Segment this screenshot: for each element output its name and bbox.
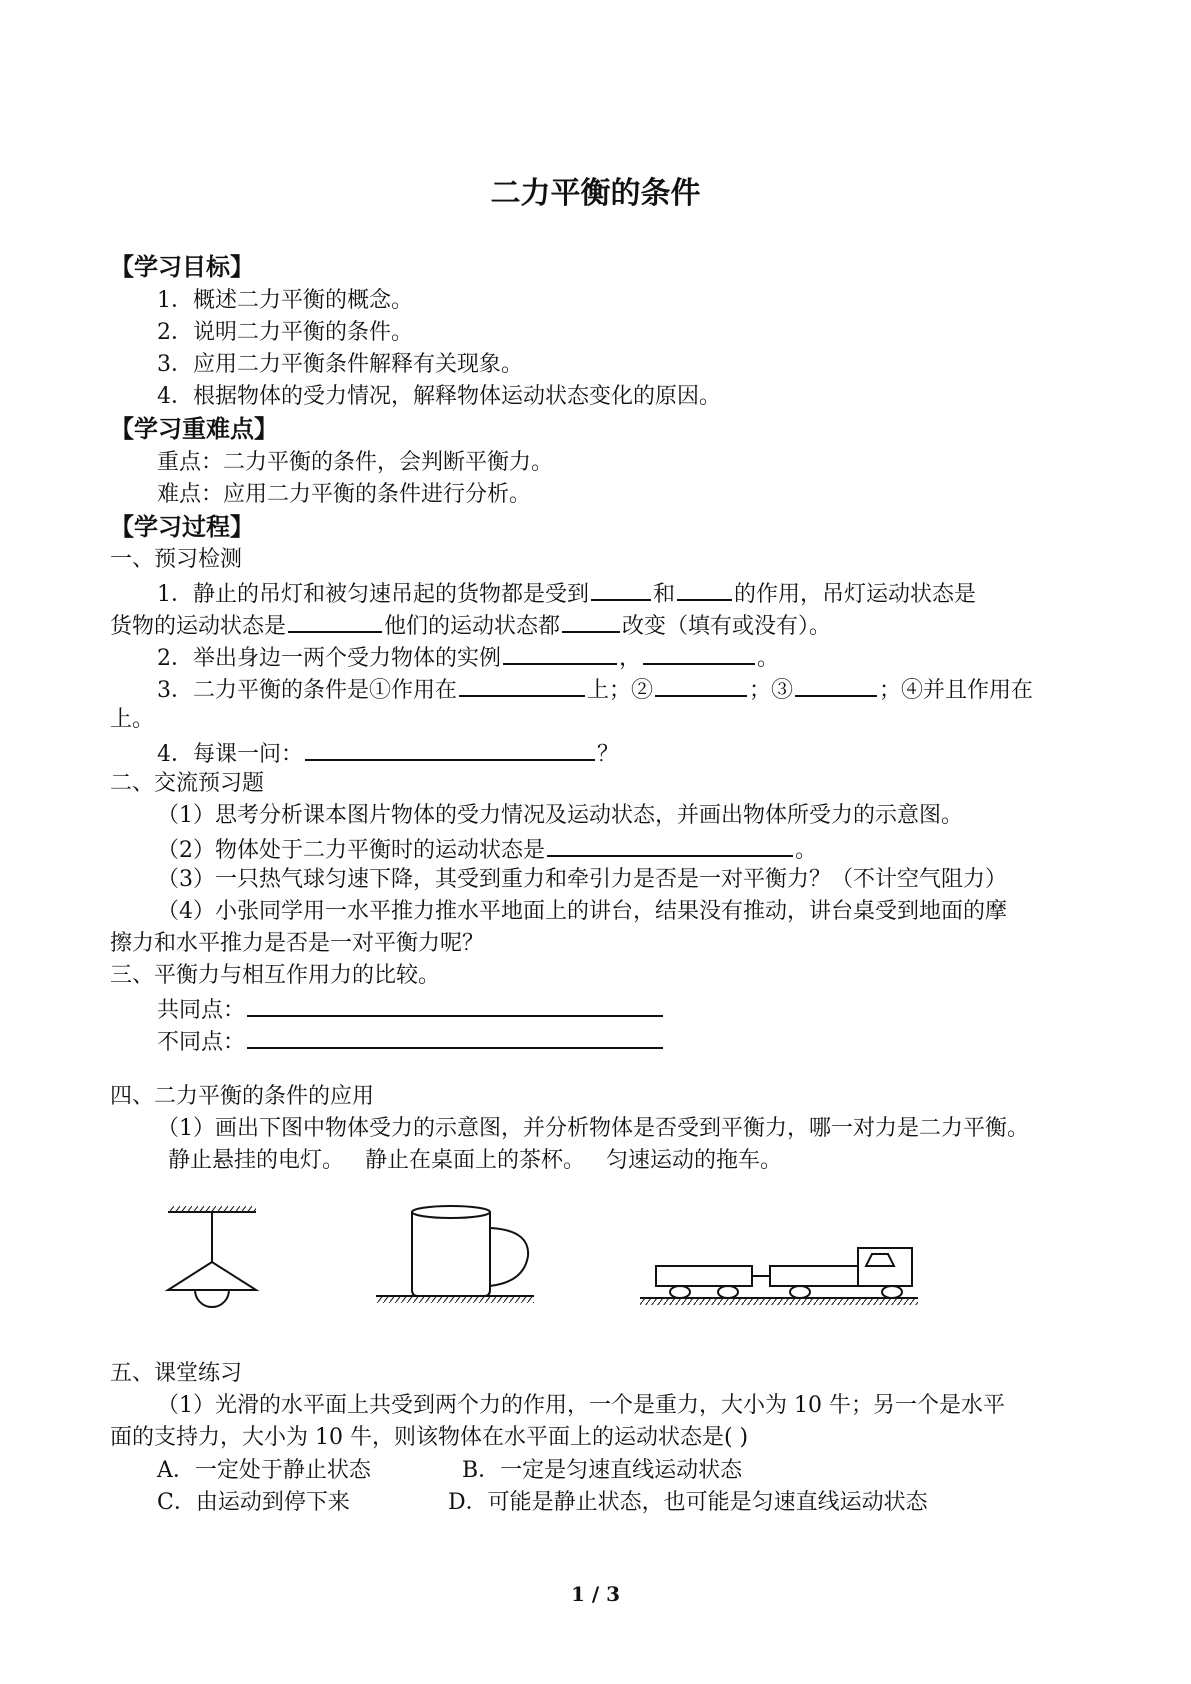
answer-blank[interactable] xyxy=(547,833,793,857)
preview-q3-line1: 3．二力平衡的条件是①作用在 上；② ；③ ；④并且作用在 xyxy=(157,673,1191,706)
page-number: 1 / 3 xyxy=(570,1582,621,1606)
answer-blank[interactable] xyxy=(643,641,755,665)
answer-blank[interactable] xyxy=(562,609,620,633)
exchange-p1: （1）思考分析课本图片物体的受力情况及运动状态，并画出物体所受力的示意图。 xyxy=(157,803,963,828)
keys-heading: 【学习重难点】 xyxy=(110,415,278,443)
page-title: 二力平衡的条件 xyxy=(490,176,701,211)
hanging-lamp-figure xyxy=(168,1206,256,1307)
goal-item: 1．概述二力平衡的概念。 xyxy=(157,288,413,313)
exchange-p2: （2）物体处于二力平衡时的运动状态是 。 xyxy=(157,833,1191,866)
goal-item: 2．说明二力平衡的条件。 xyxy=(157,320,413,345)
practice-q1-line2: 面的支持力，大小为 10 牛，则该物体在水平面上的运动状态是( ) xyxy=(110,1425,749,1450)
force-diagrams xyxy=(0,1190,1191,1320)
exchange-p4-line2: 擦力和水平推力是否是一对平衡力呢？ xyxy=(110,931,485,956)
figure-captions: 静止悬挂的电灯。 静止在桌面上的茶杯。 匀速运动的拖车。 xyxy=(168,1148,782,1173)
preview-q2: 2．举出身边一两个受力物体的实例 ， 。 xyxy=(157,641,1191,674)
tow-truck-figure xyxy=(640,1248,918,1305)
exchange-p3: （3）一只热气球匀速下降，其受到重力和牵引力是否是一对平衡力？（不计空气阻力） xyxy=(157,867,1007,892)
difficulty-point: 难点：应用二力平衡的条件进行分析。 xyxy=(157,482,532,507)
apply-p1: （1）画出下图中物体受力的示意图，并分析物体是否受到平衡力，哪一对力是二力平衡。 xyxy=(157,1116,1030,1141)
preview-q3-line2: 上。 xyxy=(110,707,155,732)
option-c: C．由运动到停下来 xyxy=(157,1490,350,1515)
answer-blank[interactable] xyxy=(247,1025,663,1049)
answer-blank[interactable] xyxy=(655,673,747,697)
preview-q1-line1: 1．静止的吊灯和被匀速吊起的货物都是受到 和 的作用，吊灯运动状态是 xyxy=(157,577,1191,610)
option-d: D．可能是静止状态，也可能是匀速直线运动状态 xyxy=(448,1490,928,1515)
compare-heading: 三、平衡力与相互作用力的比较。 xyxy=(110,963,441,988)
goal-item: 3．应用二力平衡条件解释有关现象。 xyxy=(157,352,523,377)
goals-heading: 【学习目标】 xyxy=(110,253,254,281)
answer-blank[interactable] xyxy=(459,673,585,697)
answer-blank[interactable] xyxy=(247,993,663,1017)
option-b: B．一定是匀速直线运动状态 xyxy=(462,1458,743,1483)
preview-q1-line2: 货物的运动状态是 他们的运动状态都 改变（填有或没有）。 xyxy=(110,609,1191,642)
answer-blank[interactable] xyxy=(288,609,382,633)
compare-same: 共同点： xyxy=(157,993,1191,1026)
goal-item: 4．根据物体的受力情况，解释物体运动状态变化的原因。 xyxy=(157,384,721,409)
exchange-p4-line1: （4）小张同学用一水平推力推水平地面上的讲台，结果没有推动，讲台桌受到地面的摩 xyxy=(157,899,1007,924)
preview-heading: 一、预习检测 xyxy=(110,547,243,572)
process-heading: 【学习过程】 xyxy=(110,513,254,541)
apply-heading: 四、二力平衡的条件的应用 xyxy=(110,1084,375,1109)
teacup-figure xyxy=(376,1206,534,1303)
answer-blank[interactable] xyxy=(503,641,617,665)
answer-blank[interactable] xyxy=(677,577,732,601)
practice-heading: 五、课堂练习 xyxy=(110,1361,243,1386)
answer-blank[interactable] xyxy=(591,577,651,601)
option-a: A．一定处于静止状态 xyxy=(157,1458,371,1483)
preview-q4: 4．每课一问： ？ xyxy=(157,737,1191,770)
practice-q1-line1: （1）光滑的水平面上共受到两个力的作用，一个是重力，大小为 10 牛；另一个是水平 xyxy=(157,1393,1005,1418)
compare-diff: 不同点： xyxy=(157,1025,1191,1058)
answer-blank[interactable] xyxy=(305,737,595,761)
exchange-heading: 二、交流预习题 xyxy=(110,771,265,796)
key-point: 重点：二力平衡的条件，会判断平衡力。 xyxy=(157,450,554,475)
answer-blank[interactable] xyxy=(795,673,877,697)
